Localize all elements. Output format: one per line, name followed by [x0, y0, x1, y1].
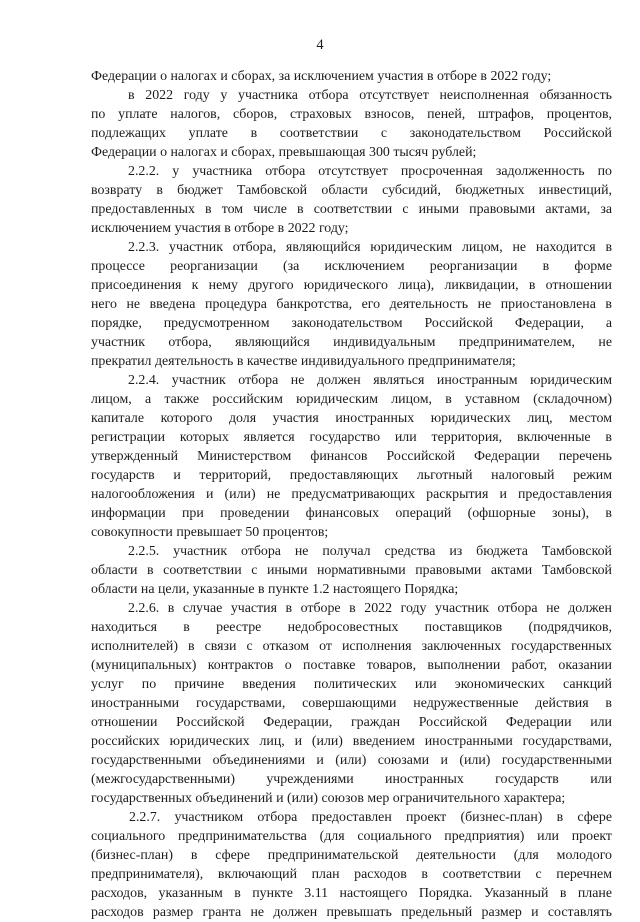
text-line: (муниципальных) контрактов о поставке товаров, выполнении работ, оказании	[91, 658, 612, 673]
text-line: присоединения к нему другого юридического лица), ликвидации, в отношении	[91, 278, 612, 293]
text-line: информации при проведении финансовых операций (офшорные зоны), в	[91, 506, 612, 521]
text-line: Федерации о налогах и сборах, превышающая 300 тысяч рублей;	[91, 145, 477, 160]
text-line: порядке, предусмотренном законодательством Российской Федерации, а	[91, 316, 612, 331]
text-line: находиться в реестре недобросовестных поставщиков (подрядчиков,	[91, 620, 612, 635]
text-line: регистрации которых является государство или территория, включенные в	[91, 430, 612, 445]
text-line: (бизнес-план) в сфере предпринимательской деятельности (для молодого	[91, 848, 612, 863]
text-line: расходов, указанным в пункте 3.11 настоящего Порядка. Указанный в плане	[91, 886, 612, 901]
page-number: 4	[316, 37, 324, 53]
text-line: исполнителей) в связи с отказом от исполнения заключенных государственных	[91, 639, 612, 654]
text-line: налогообложения и (или) не предусматривающих раскрытия и предоставления	[91, 487, 612, 502]
text-line: капитале которого доля участия иностранных юридических лиц, местом	[91, 411, 612, 426]
text-line: лицом, а также российским юридическим лицом, в уставном (складочном)	[91, 392, 612, 407]
text-line: 2.2.5. участник отбора не получал средства из бюджета Тамбовской	[128, 544, 612, 559]
text-line: 2.2.4. участник отбора не должен являться иностранным юридическим	[128, 373, 612, 388]
text-line: государственных объединений и (или) союзов мер ограничительного характера;	[91, 791, 566, 806]
text-line: предоставленных в том числе в соответствии с иными правовыми актами, за	[91, 202, 612, 217]
text-line: 2.2.2. у участника отбора отсутствует просроченная задолженность по	[128, 164, 612, 179]
text-line: отношении Российской Федерации, граждан Российской Федерации или	[91, 715, 612, 730]
text-line: Федерации о налогах и сборах, за исключением участия в отборе в 2022 году;	[91, 69, 552, 84]
text-line: подлежащих уплате в соответствии с законодательством Российской	[91, 126, 612, 141]
text-line: государств и территорий, предоставляющих льготный налоговый режим	[91, 468, 612, 483]
text-line: государственными объединениями и (или) союзами и (или) государственными	[91, 753, 612, 768]
text-line: исключением участия в отборе в 2022 году;	[91, 221, 349, 236]
text-line: 2.2.7. участником отбора предоставлен проект (бизнес-план) в сфере	[129, 810, 612, 825]
text-line: утвержденный Министерством финансов Российской Федерации перечень	[91, 449, 612, 464]
text-line: (межгосударственными) учреждениями иностранных государств или	[91, 772, 612, 787]
text-line: совокупности превышает 50 процентов;	[91, 525, 329, 540]
text-line: по уплате налогов, сборов, страховых взносов, пеней, штрафов, процентов,	[91, 107, 612, 122]
text-line: области на цели, указанные в пункте 1.2 настоящего Порядка;	[91, 582, 459, 597]
text-line: социального предпринимательства (для социального предприятия) или проект	[91, 829, 612, 844]
text-line: в 2022 году у участника отбора отсутствует неисполненная обязанность	[128, 88, 612, 103]
text-line: возврату в бюджет Тамбовской области субсидий, бюджетных инвестиций,	[91, 183, 612, 198]
text-line: иностранными государствами, совершающими недружественные действия в	[91, 696, 612, 711]
text-line: него не введена процедура банкротства, его деятельность не приостановлена в	[91, 297, 612, 312]
text-line: услуг по причине введения политических или экономических санкций	[91, 677, 612, 692]
text-line: расходов размер гранта не должен превышать предельный размер и составлять	[91, 905, 612, 920]
text-line: 2.2.3. участник отбора, являющийся юридическим лицом, не находится в	[128, 240, 612, 255]
text-line: 2.2.6. в случае участия в отборе в 2022 году участник отбора не должен	[128, 601, 612, 616]
text-line: процессе реорганизации (за исключением реорганизации в форме	[91, 259, 612, 274]
text-line: прекратил деятельность в качестве индивидуального предпринимателя;	[91, 354, 516, 369]
text-line: участник отбора, являющийся индивидуальным предпринимателем, не	[91, 335, 612, 350]
text-line: области в соответствии с иными нормативными правовыми актами Тамбовской	[91, 563, 612, 578]
text-line: предпринимателя), включающий план расходов в соответствии с перечнем	[91, 867, 612, 882]
text-line: российских юридических лиц, и (или) введением иностранными государствами,	[91, 734, 612, 749]
